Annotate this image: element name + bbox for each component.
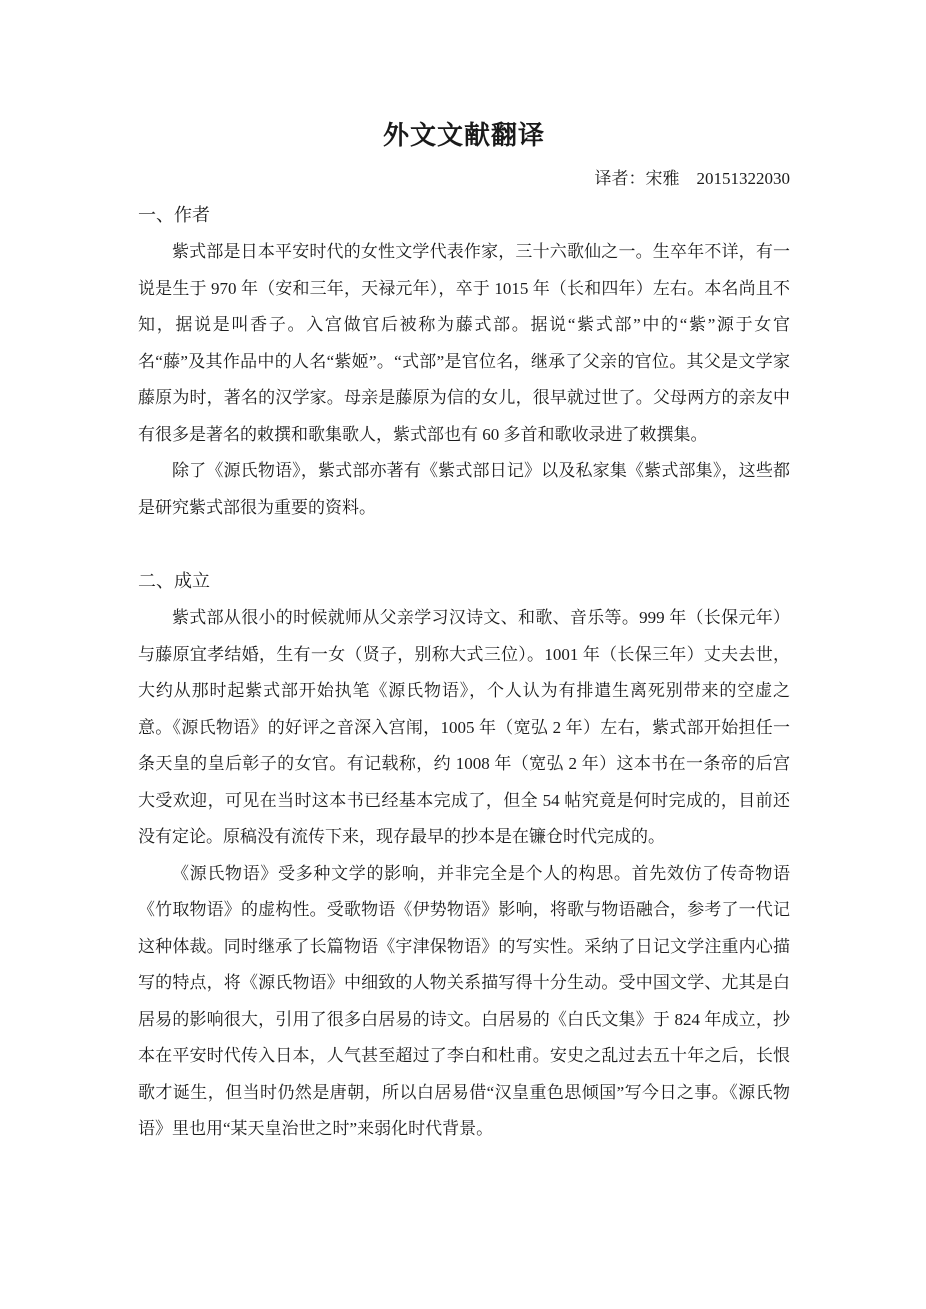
section-founding <box>138 563 790 1148</box>
paragraph-author-bio: 紫式部是日本平安时代的女性文学代表作家，三十六歌仙之一。生卒年不详，有一说是生于 970 年（安和三年，天禄元年），卒于 1015 年（长和四年）左右。本名尚且不知，据说是叫香子。入宫做官后被称为藤式部。据说“紫式部”中的“紫”源于女官名“藤”及其作品中的人名“紫姬”。“式部”是官位名，继承了父亲的官位。其父是文学家藤原为时，著名的汉学家。母亲是藤原为信的女儿，很早就过世了。父母两方的亲友中有很多是著名的敕撰和歌集歌人，紫式部也有 60 多首和歌收录进了敕撰集。 <box>138 242 790 444</box>
paragraph-founding-history: 紫式部从很小的时候就师从父亲学习汉诗文、和歌、音乐等。999 年（长保元年）与藤原宜孝结婚，生有一女（贤子，别称大式三位）。1001 年（长保三年）丈夫去世，大约从那时起紫式部开始执笔《源氏物语》，个人认为有排遣生离死别带来的空虚之意。《源氏物语》的好评之音深入宫闱，1005 年（宽弘 2 年）左右，紫式部开始担任一条天皇的皇后彰子的女官。有记载称，约 1008 年（宽弘 2 年）这本书在一条帝的后宫大受欢迎，可见在当时这本书已经基本完成了，但全 54 帖究竟是何时完成的，目前还没有定论。原稿没有流传下来，现存最早的抄本是在镰仓时代完成的。 <box>138 608 790 846</box>
section-heading-author: 一、作者 <box>138 205 210 225</box>
section-heading-founding: 二、成立 <box>138 571 210 591</box>
section-divider-space <box>138 526 790 563</box>
paragraph-literary-influences: 《源氏物语》受多种文学的影响，并非完全是个人的构思。首先效仿了传奇物语《竹取物语》的虚构性。受歌物语《伊势物语》影响，将歌与物语融合，参考了一代记这种体裁。同时继承了长篇物语《宇津保物语》的写实性。采纳了日记文学注重内心描写的特点，将《源氏物语》中细致的人物关系描写得十分生动。受中国文学、尤其是白居易的影响很大，引用了很多白居易的诗文。白居易的《白氏文集》于 824 年成立，抄本在平安时代传入日本，人气甚至超过了李白和杜甫。安史之乱过去五十年之后，长恨歌才诞生，但当时仍然是唐朝，所以白居易借“汉皇重色思倾国”写今日之事。《源氏物语》里也用“某天皇治世之时”来弱化时代背景。 <box>138 863 790 1138</box>
paragraph-author-works: 除了《源氏物语》，紫式部亦著有《紫式部日记》以及私家集《紫式部集》，这些都是研究紫式部很为重要的资料。 <box>138 461 790 517</box>
document-title: 外文文献翻译 <box>382 121 545 150</box>
section-author <box>138 197 790 526</box>
translator-line: 译者：宋雅 20151322030 <box>594 169 790 188</box>
